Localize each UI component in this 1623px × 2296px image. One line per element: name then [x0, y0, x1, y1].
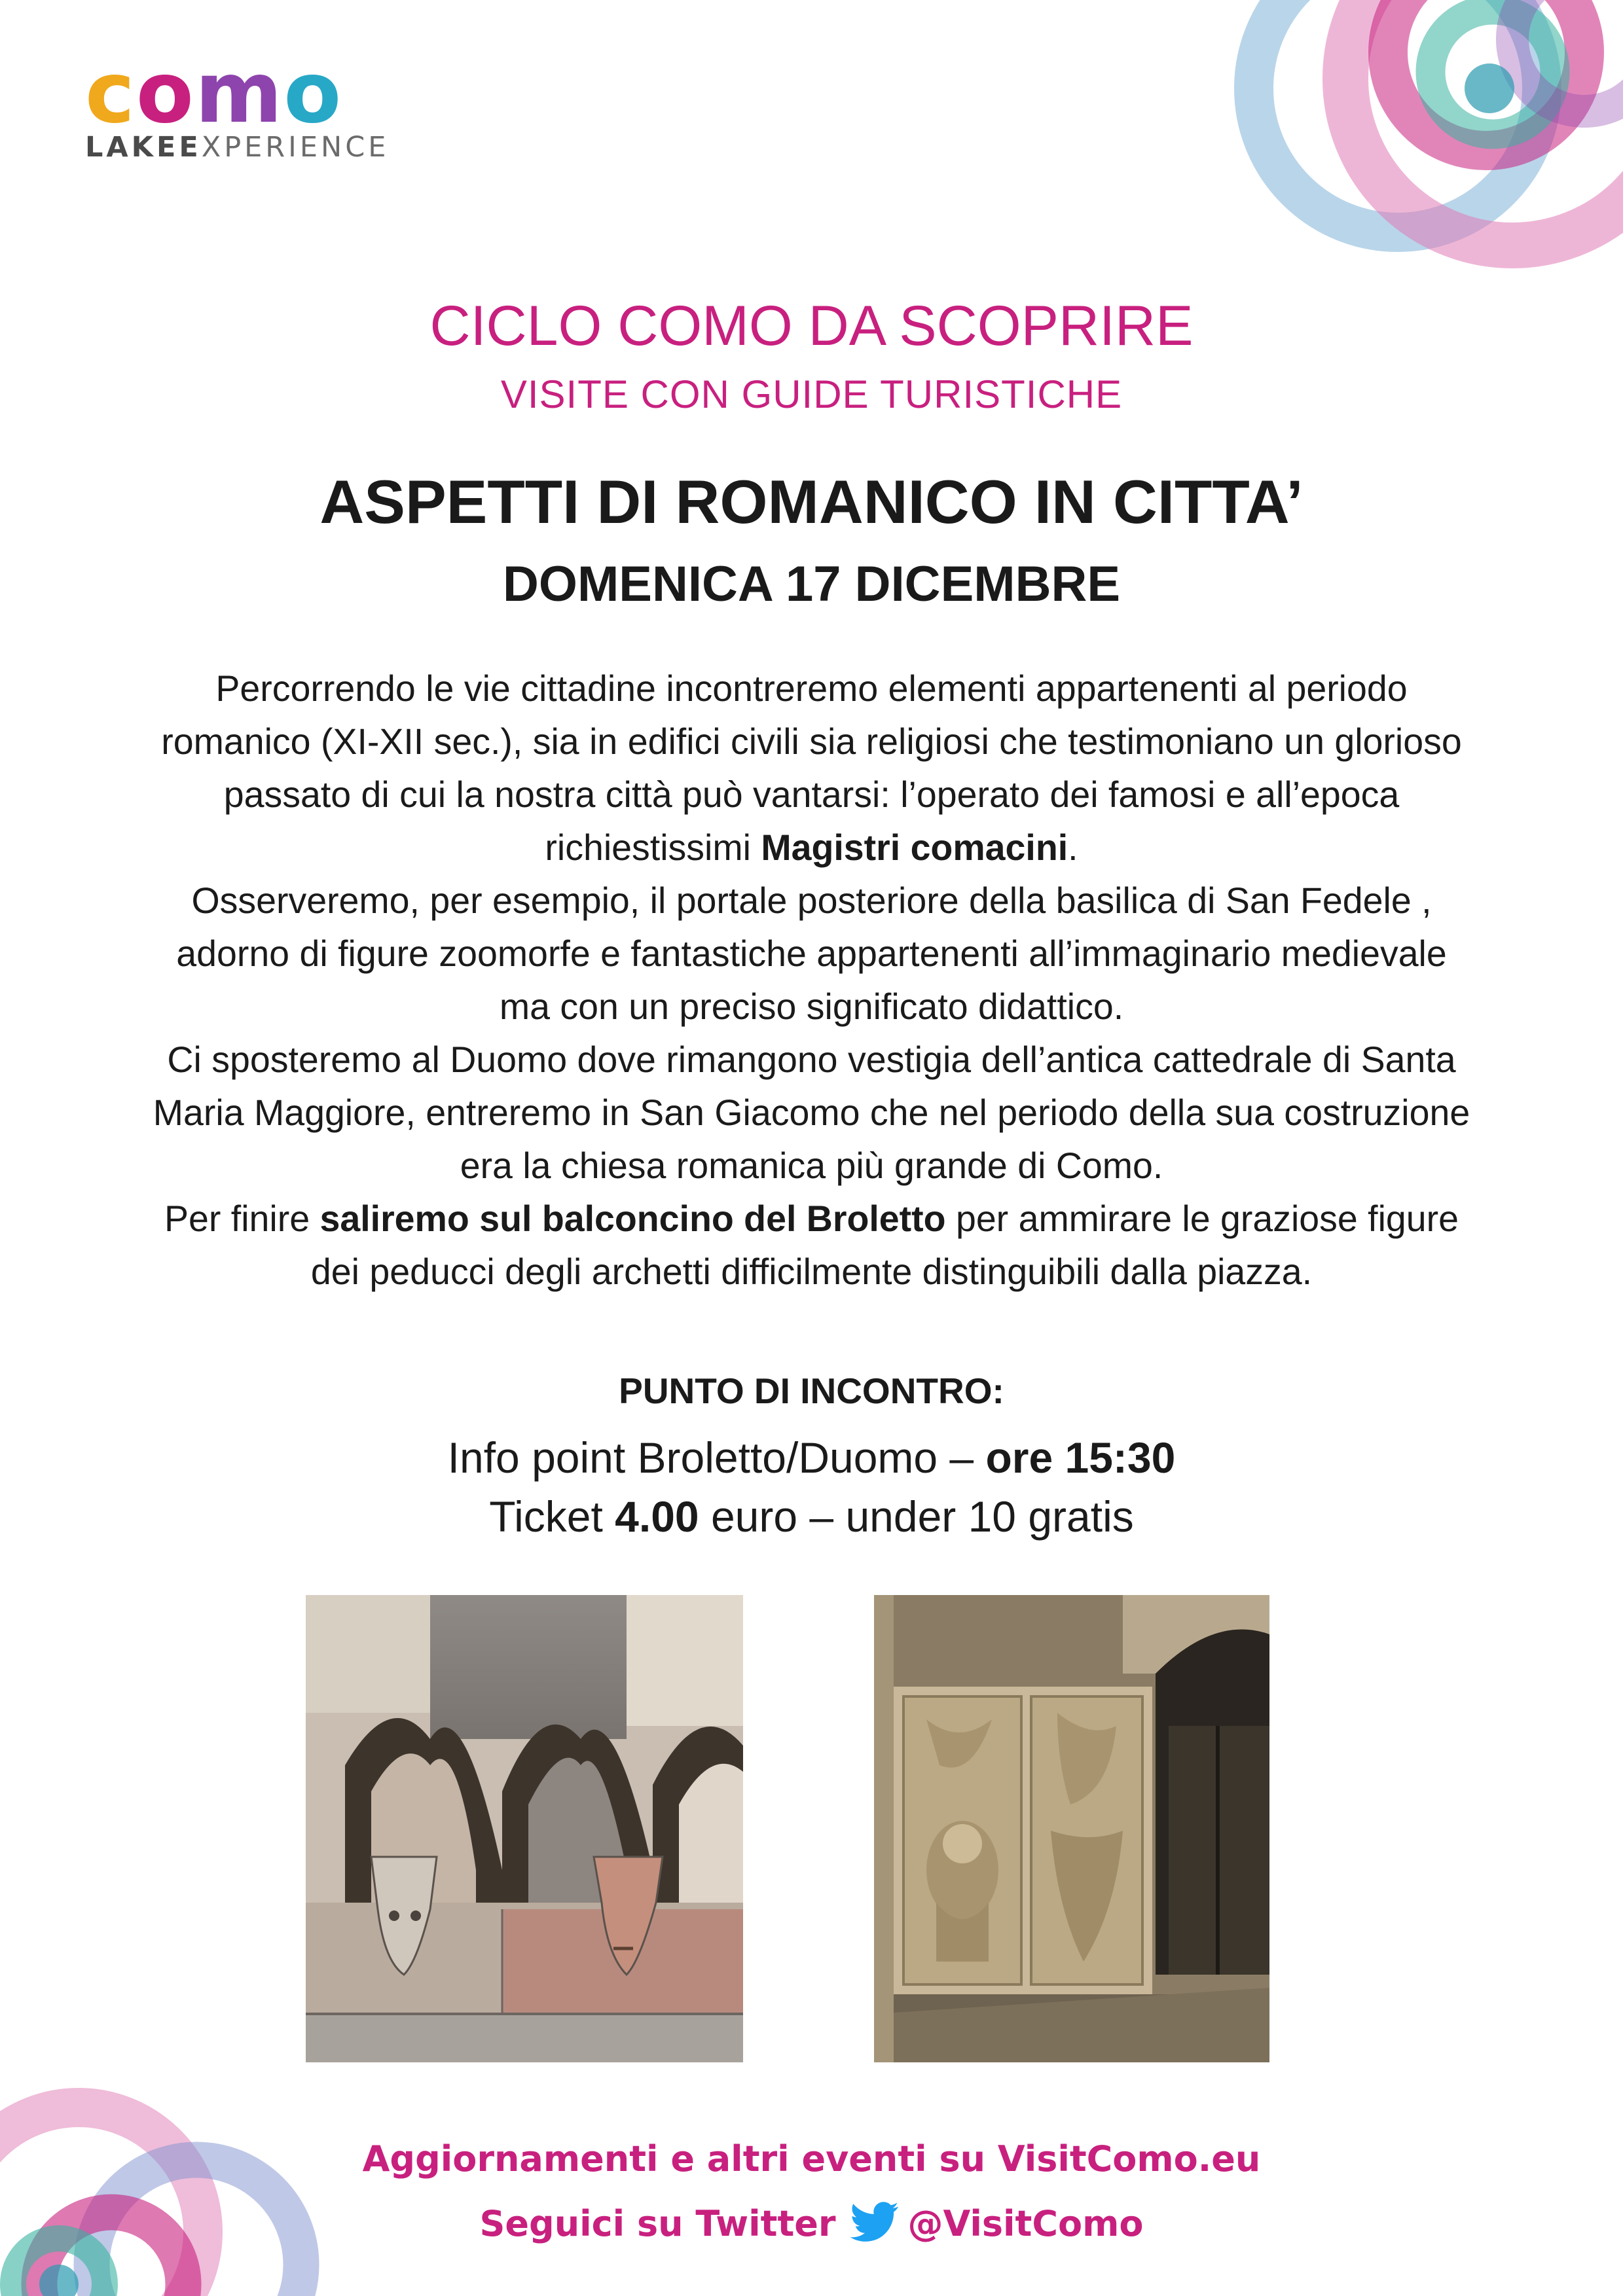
event-date: DOMENICA 17 DICEMBRE — [502, 556, 1121, 612]
paragraph-4: Per finire saliremo sul balconcino del Broletto per ammirare le graziose figure dei peducci degli archetti difficilmente distinguibili dalla piazza. — [164, 1198, 1459, 1292]
footer-twitter-line — [0, 2201, 1623, 2247]
twitter-bird-icon — [848, 2202, 900, 2242]
brand-tagline: LAKEEXPERIENCE — [85, 131, 390, 164]
paragraph-2: Osserveremo, per esempio, il portale posteriore della basilica di San Fedele , adorno di figure zoomorfe e fantastiche appartenenti all’immaginario medievale ma con un preciso significato didattico. — [176, 880, 1447, 1027]
follow-label: Seguici su Twitter — [479, 2203, 836, 2244]
decorative-circles-top — [1231, 0, 1623, 288]
photo-broletto-corbels — [306, 1595, 743, 2062]
photo-san-fedele-portal — [874, 1595, 1269, 2062]
twitter-handle-link[interactable]: @VisitComo — [907, 2203, 1144, 2244]
footer-updates-link[interactable]: Aggiornamenti e altri eventi su VisitComo.eu — [362, 2138, 1261, 2179]
paragraph-3: Ci sposteremo al Duomo dove rimangono vestigia dell’antica cattedrale di Santa Maria Maggiore, entreremo in San Giacomo che nel periodo della sua costruzione era la chiesa romanica più grande di Como. — [153, 1039, 1470, 1186]
logo-letter-c: c — [85, 45, 136, 142]
event-description — [151, 662, 1472, 1299]
cycle-title: CICLO COMO DA SCOPRIRE — [429, 295, 1194, 357]
meeting-point-label: PUNTO DI INCONTRO: — [619, 1371, 1004, 1411]
logo-letter-o: o — [136, 45, 195, 142]
event-title: ASPETTI DI ROMANICO IN CITTA’ — [319, 467, 1304, 536]
meeting-point-info: Info point Broletto/Duomo – ore 15:30 — [447, 1433, 1176, 1482]
logo-letter-m: m — [194, 45, 284, 142]
decorative-circles-bottom — [0, 2068, 327, 2296]
ticket-info: Ticket 4.00 euro – under 10 gratis — [489, 1492, 1134, 1541]
cycle-subtitle: VISITE CON GUIDE TURISTICHE — [500, 372, 1123, 416]
brand-logo — [85, 45, 343, 142]
paragraph-1: Percorrendo le vie cittadine incontreremo elementi appartenenti al periodo romanico (XI-XII sec.), sia in edifici civili sia religiosi che testimoniano un glorioso passato di cui la nostra città può vantarsi: l’operato dei famosi e all’epoca richiestissimi Magistri comacini. — [161, 668, 1462, 868]
logo-letter-o2: o — [283, 45, 343, 142]
